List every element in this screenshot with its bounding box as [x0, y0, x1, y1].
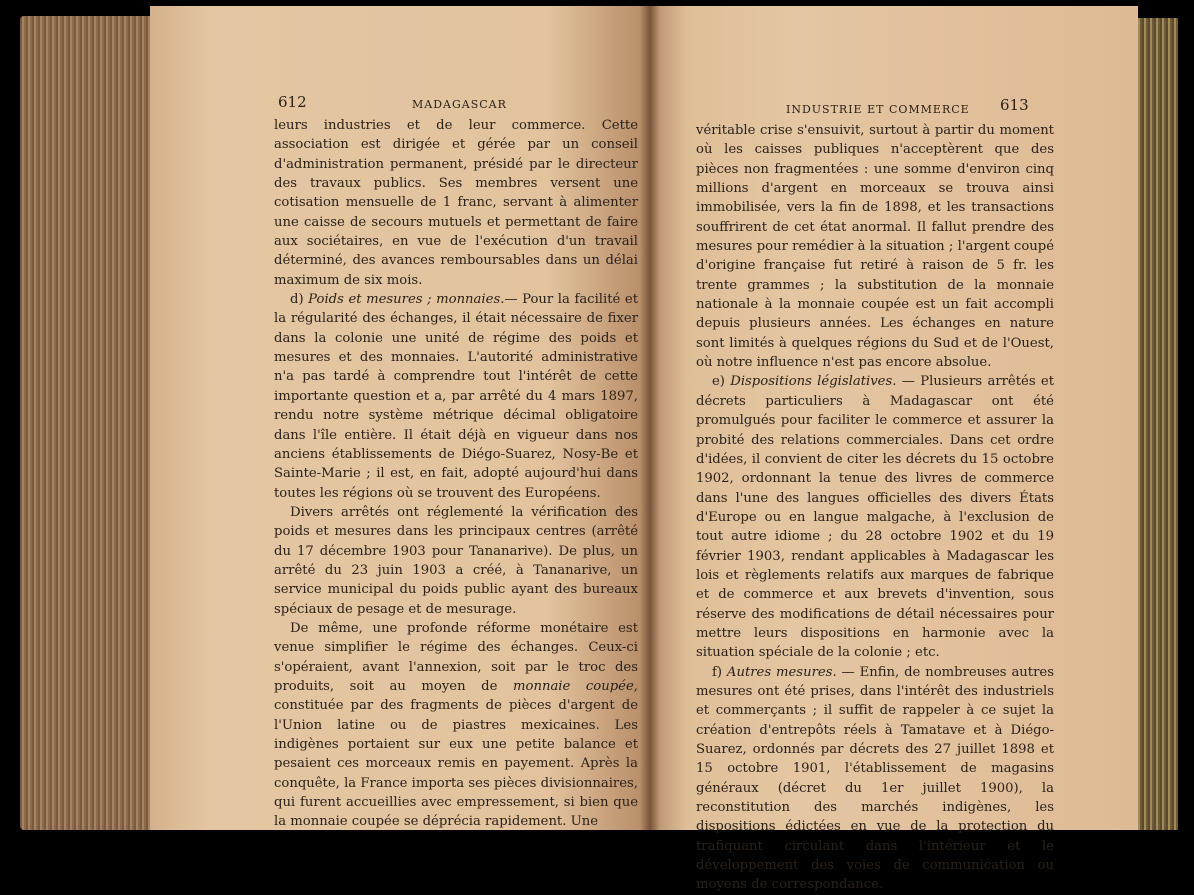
left-page-number: 612: [278, 93, 307, 111]
paragraph: d) Poids et mesures ; monnaies.— Pour la facilité et la régularité des échanges, il était nécessaire de fixer dans la colonie une unité de régime des poids et mesures et des monnaies. L'autorité administrative n'a pas tardé à comprendre tout l'intérêt de cette importante question et a, par arrêté du 4 mars 1897, rendu notre système métrique décimal obligatoire dans l'île entière. Il était déjà en vigueur dans nos anciens établissements de Diégo-Suarez, Nosy-Be et Sainte-Marie ; il est, en fait, adopté aujourd'hui dans toutes les régions où se trouvent des Européens.: [274, 292, 638, 501]
right-page-number: 613: [1000, 96, 1029, 114]
section-title: Dispositions législatives.: [730, 374, 897, 390]
paragraph: Divers arrêtés ont réglementé la vérification des poids et mesures dans les principaux centres (arrêté du 17 décembre 1903 pour Tananarive). De plus, un arrêté du 23 juin 1903 a créé, à Tananarive, un service municipal du poids public ayant des bureaux spéciaux de pesage et de mesurage.: [274, 504, 638, 617]
right-body-text: [696, 121, 1054, 895]
paragraph: f) Autres mesures. — Enfin, de nombreuses autres mesures ont été prises, dans l'intérêt des industriels et commerçants ; il suffit de rappeler à ce sujet la création d'entrepôts réels à Tamatave et à Diégo-Suarez, ordonnés par décrets des 27 juillet 1898 et 15 octobre 1901, l'établissement de magasins généraux (décret du 1er juillet 1900), la reconstitution des marchés indigènes, les dispositions édictées en vue de la protection du trafiquant circulant dans l'intérieur et le développement des voies de communication ou moyens de correspondance.: [696, 664, 1054, 893]
paragraph: véritable crise s'ensuivit, surtout à partir du moment où les caisses publiques n'acceptèrent que des pièces non fragmentées : une somme d'environ cinq millions d'argent en morceaux se trouva ainsi immobilisée, vers la fin de 1898, et les transactions souffrirent de cet état anormal. Il fallut prendre des mesures pour remédier à la situation ; l'argent coupé d'origine française fut retiré à raison de 5 fr. les trente grammes ; la substitution de la monnaie nationale à la monnaie coupée est un fait accompli depuis plusieurs années. Les échanges en nature sont limités à quelques régions du Sud et de l'Ouest, où notre influence n'est pas encore absolue.: [696, 123, 1054, 371]
section-title: Autres mesures.: [726, 664, 837, 680]
right-page-edges: [1136, 18, 1178, 830]
paragraph: De même, une profonde réforme monétaire est venue simplifier le régime des échanges. Ceux-ci s'opéraient, avant l'annexion, soit par le troc des produits, soit au moyen de monnaie coupée, constituée par des fragments de pièces d'argent de l'Union latine ou de piastres mexicaines. Les indigènes portaient sur eux une petite balance et pesaient ces morceaux remis en payement. Après la conquête, la France importa ses pièces divisionnaires, qui furent accueillies avec empressement, si bien que la monnaie coupée se déprécia rapidement. Une: [274, 620, 638, 830]
book-gutter: [640, 6, 660, 830]
left-page-edges: [20, 16, 170, 830]
paragraph: e) Dispositions législatives. — Plusieurs arrêtés et décrets particuliers à Madagascar ont été promulgués pour faciliter le commerce et assurer la probité des relations commerciales. Dans cet ordre d'idées, il convient de citer les décrets du 15 octobre 1902, ordonnant la tenue des livres de commerce dans l'une des langues officielles des divers États d'Europe ou en langue malgache, à l'exclusion de tout autre idiome ; du 28 octobre 1902 et du 19 février 1903, rendant applicables à Madagascar les lois et règlements relatifs aux marques de fabrique et de commerce et aux brevets d'invention, sous réserve des modifications de détail nécessaires pour mettre leurs dispositions en harmonie avec la situation spéciale de la colonie ; etc.: [696, 374, 1054, 661]
paragraph: leurs industries et de leur commerce. Cette association est dirigée et gérée par un conseil d'administration permanent, présidé par le directeur des travaux publics. Ses membres versent une cotisation mensuelle de 1 franc, servant à alimenter une caisse de secours mutuels et permettant de faire aux sociétaires, en vue de l'exécution d'un travail déterminé, des avances remboursables dans un délai maximum de six mois.: [274, 118, 638, 288]
open-book: [20, 6, 1178, 893]
section-title: Poids et mesures ; monnaies.: [308, 292, 505, 308]
left-body-text: [274, 116, 638, 832]
italic-term: monnaie coupée: [513, 678, 634, 694]
right-running-head: INDUSTRIE ET COMMERCE: [786, 103, 970, 116]
left-running-head: MADAGASCAR: [412, 98, 507, 111]
left-page: [150, 6, 648, 830]
right-page: [648, 6, 1138, 893]
